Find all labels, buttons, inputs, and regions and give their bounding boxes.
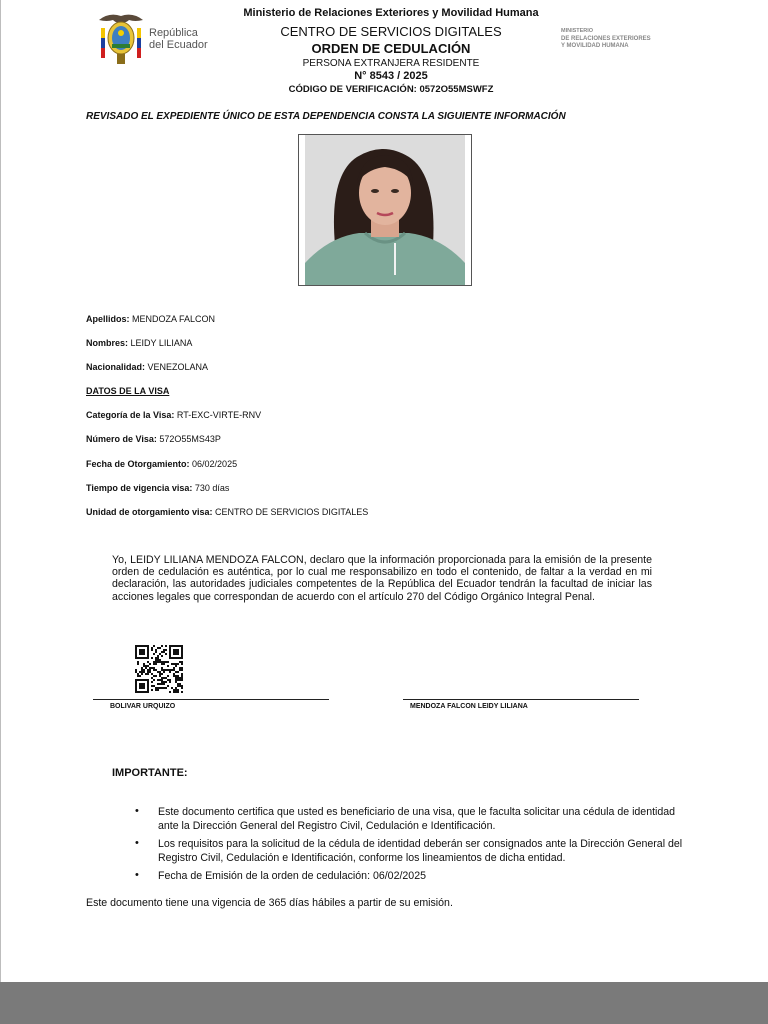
tiempo-vigencia-label: Tiempo de vigencia visa: [86, 483, 193, 493]
visa-section-title: DATOS DE LA VISA [86, 386, 170, 396]
signature-line-right [403, 699, 639, 700]
fecha-otorgamiento-field [86, 459, 237, 469]
fecha-otorgamiento-label: Fecha de Otorgamiento: [86, 459, 190, 469]
signature-line-left [93, 699, 329, 700]
center-title: CENTRO DE SERVICIOS DIGITALES [280, 24, 502, 39]
viewer-bottom-bar [0, 982, 768, 1024]
bullet-2: • [135, 837, 139, 849]
nombres-field [86, 338, 192, 348]
important-item-3: Fecha de Emisión de la orden de cedulación: 06/02/2025 [158, 870, 426, 882]
important-item-2: Los requisitos para la solicitud de la cédula de identidad deberán ser consignados ante la Dirección General del Registro Civil, Cedulación e Identificación, conforme los lineamientos de dicha entidad. [158, 838, 683, 864]
important-item-1: Este documento certifica que usted es beneficiario de una visa, que le faculta solicitar una cédula de identidad ante la Dirección General del Registro Civil, Cedulación e Identificación. [158, 806, 676, 832]
applicant-photo [298, 134, 472, 286]
apellidos-field [86, 314, 215, 324]
apellidos-label: Apellidos: [86, 314, 130, 324]
order-title: ORDEN DE CEDULACIÓN [311, 41, 471, 56]
numero-visa-label: Número de Visa: [86, 434, 157, 444]
validity-note: Este documento tiene una vigencia de 365 días hábiles a partir de su emisión. [86, 897, 453, 909]
important-title: IMPORTANTE: [112, 767, 188, 779]
signature-name-right: MENDOZA FALCON LEIDY LILIANA [410, 703, 528, 710]
bullet-3: • [135, 869, 139, 881]
intro-statement: REVISADO EL EXPEDIENTE ÚNICO DE ESTA DEPENDENCIA CONSTA LA SIGUIENTE INFORMACIÓN [86, 111, 566, 122]
nacionalidad-label: Nacionalidad: [86, 362, 146, 372]
unidad-label: Unidad de otorgamiento visa: [86, 507, 213, 517]
logo-left-line1: República [149, 27, 198, 39]
ministry-title: Ministerio de Relaciones Exteriores y Movilidad Humana [243, 7, 539, 19]
verification-code: CÓDIGO DE VERIFICACIÓN: 0572O55MSWFZ [288, 84, 494, 95]
fecha-otorgamiento-value: 06/02/2025 [192, 459, 238, 469]
logo-right-line1: MINISTERIO [561, 28, 594, 34]
logo-right-line2: DE RELACIONES EXTERIORES [561, 36, 651, 42]
tiempo-vigencia-value: 730 días [194, 483, 230, 493]
tiempo-vigencia-field [86, 483, 229, 493]
nombres-value: LEIDY LILIANA [130, 338, 193, 348]
categoria-field [86, 410, 261, 420]
qr-code-icon [135, 645, 183, 693]
portrait-image [299, 135, 471, 285]
nacionalidad-field [86, 362, 208, 372]
numero-visa-value: 572O55MS43P [159, 434, 221, 444]
bullet-1: • [135, 805, 139, 817]
unidad-field [86, 507, 368, 517]
qr-code-graphic [135, 645, 183, 693]
nombres-label: Nombres: [86, 338, 129, 348]
apellidos-value: MENDOZA FALCON [132, 314, 216, 324]
nacionalidad-value: VENEZOLANA [147, 362, 209, 372]
persona-type: PERSONA EXTRANJERA RESIDENTE [302, 58, 480, 69]
categoria-label: Categoría de la Visa: [86, 410, 175, 420]
unidad-value: CENTRO DE SERVICIOS DIGITALES [215, 507, 369, 517]
categoria-value: RT-EXC-VIRTE-RNV [176, 410, 262, 420]
order-number: N° 8543 / 2025 [354, 70, 428, 82]
logo-right-line3: Y MOVILIDAD HUMANA [561, 43, 629, 49]
declaration-paragraph: Yo, LEIDY LILIANA MENDOZA FALCON, declaro que la información proporcionada para la emisión de la presente orden de cedulación es auténtica, por lo cual me responsabilizo en todo el contenido, de faltar a la verdad en mi declaración, las autoridades judiciales competentes de la República del Ecuador tendrán la facultad de iniciar las acciones legales que correspondan de acuerdo con el artículo 270 del Código Orgánico Integral Penal. [112, 554, 652, 603]
logo-left-line2: del Ecuador [149, 39, 208, 51]
numero-visa-field [86, 434, 221, 444]
signature-name-left: BOLIVAR URQUIZO [110, 703, 176, 710]
